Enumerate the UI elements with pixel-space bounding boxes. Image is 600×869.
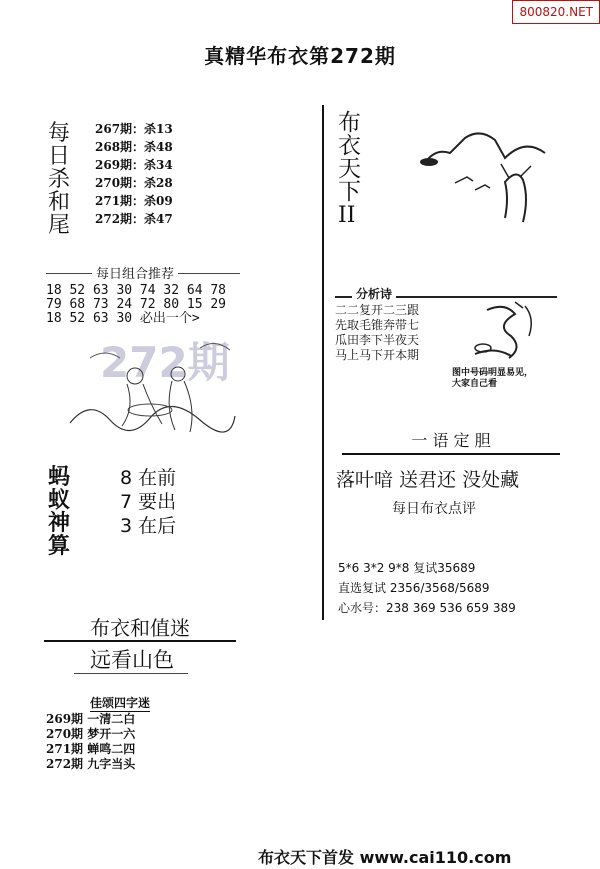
budge-suffix: II bbox=[338, 203, 356, 228]
analysis-line: 马上马下开本期 bbox=[335, 348, 420, 362]
combo-row: 18 52 63 30 74 32 64 78 bbox=[46, 283, 227, 298]
crane-ink-illustration bbox=[405, 118, 565, 228]
daily-kill-list bbox=[95, 120, 173, 228]
budge-title bbox=[338, 112, 362, 227]
harmony-text: 远看山色 bbox=[90, 648, 174, 672]
ant-char: 蚁 bbox=[48, 487, 71, 513]
calligraphy-sketch bbox=[465, 296, 557, 364]
daily-kill-char: 和 bbox=[48, 190, 71, 215]
daily-review-line: 5*6 3*2 9*8 复试35689 bbox=[338, 561, 476, 575]
daily-kill-char: 日 bbox=[48, 144, 71, 169]
page-title: 真精华布衣第272期 bbox=[204, 44, 396, 68]
daily-kill-char: 每 bbox=[48, 121, 71, 146]
watermark-badge: 800820.NET bbox=[512, 0, 600, 24]
ant-label bbox=[48, 466, 72, 558]
daily-review-line: 心水号：238 369 536 659 389 bbox=[338, 601, 516, 615]
four-char-list bbox=[46, 712, 135, 772]
daily-kill-row: 270期：杀28 bbox=[95, 176, 173, 190]
daily-kill-row: 272期：杀47 bbox=[95, 212, 173, 226]
four-char-row: 270期 梦开一六 bbox=[46, 727, 136, 741]
column-divider bbox=[322, 105, 324, 620]
ant-line: 8 在前 bbox=[120, 467, 177, 489]
combo-row: 18 52 63 30 必出一个> bbox=[46, 311, 200, 326]
budge-char: 衣 bbox=[338, 133, 361, 159]
scholars-illustration bbox=[50, 328, 240, 440]
ant-lines bbox=[120, 466, 176, 538]
daily-kill-row: 271期：杀09 bbox=[95, 194, 173, 208]
yiyu-text: 落叶喑 送君还 没处藏 bbox=[336, 469, 520, 491]
footer-text: 布衣天下首发 www.cai110.com bbox=[258, 848, 512, 867]
yiyu-heading-wrap bbox=[342, 428, 560, 455]
four-char-row: 269期 一清二白 bbox=[46, 712, 136, 726]
ant-char: 蚂 bbox=[48, 464, 71, 490]
analysis-poem bbox=[335, 303, 419, 363]
harmony-rule bbox=[74, 673, 188, 674]
analysis-line: 先取毛锥奔带七 bbox=[335, 318, 420, 332]
four-char-row: 272期 九字当头 bbox=[46, 757, 136, 771]
analysis-line: 瓜田李下半夜天 bbox=[335, 333, 420, 347]
illustration-watermark-text: 272期 bbox=[100, 338, 230, 387]
daily-kill-row: 268期：杀48 bbox=[95, 140, 173, 154]
daily-review-line: 直选复试 2356/3568/5689 bbox=[338, 581, 490, 595]
four-char-row: 271期 蝉鸣二四 bbox=[46, 742, 136, 756]
daily-kill-char: 杀 bbox=[48, 167, 71, 192]
ant-char: 算 bbox=[48, 533, 71, 559]
budge-char: 天 bbox=[338, 156, 361, 182]
ant-char: 神 bbox=[48, 510, 71, 536]
daily-kill-label bbox=[48, 122, 72, 237]
harmony-heading: 布衣和值迷 bbox=[44, 616, 236, 642]
budge-char: 下 bbox=[338, 179, 361, 205]
daily-kill-row: 269期：杀34 bbox=[95, 158, 173, 172]
daily-kill-char: 尾 bbox=[48, 213, 71, 238]
four-char-heading: 佳颂四字迷 bbox=[90, 696, 151, 710]
illustration-box bbox=[50, 328, 240, 440]
analysis-caption bbox=[452, 368, 533, 390]
analysis-caption-line: 图中号码明显易见， bbox=[452, 368, 534, 378]
analysis-caption-line: 大家自己看 bbox=[452, 379, 498, 389]
budge-char: 布 bbox=[338, 110, 361, 136]
ant-line: 3 在后 bbox=[120, 515, 177, 537]
daily-review-heading: 每日布衣点评 bbox=[392, 501, 476, 517]
combo-heading: 每日组合推荐 bbox=[92, 263, 178, 282]
combo-grid bbox=[46, 284, 226, 326]
analysis-line: 二二复开二三跟 bbox=[335, 303, 420, 317]
ant-line: 7 要出 bbox=[120, 491, 177, 513]
yiyu-heading: 一 语 定 胆 bbox=[342, 428, 560, 455]
daily-review-list bbox=[338, 558, 516, 618]
combo-row: 79 68 73 24 72 80 15 29 bbox=[46, 297, 227, 312]
analysis-heading: 分析诗 bbox=[352, 285, 396, 302]
daily-kill-row: 267期：杀13 bbox=[95, 122, 173, 136]
harmony-heading-wrap bbox=[44, 616, 236, 642]
